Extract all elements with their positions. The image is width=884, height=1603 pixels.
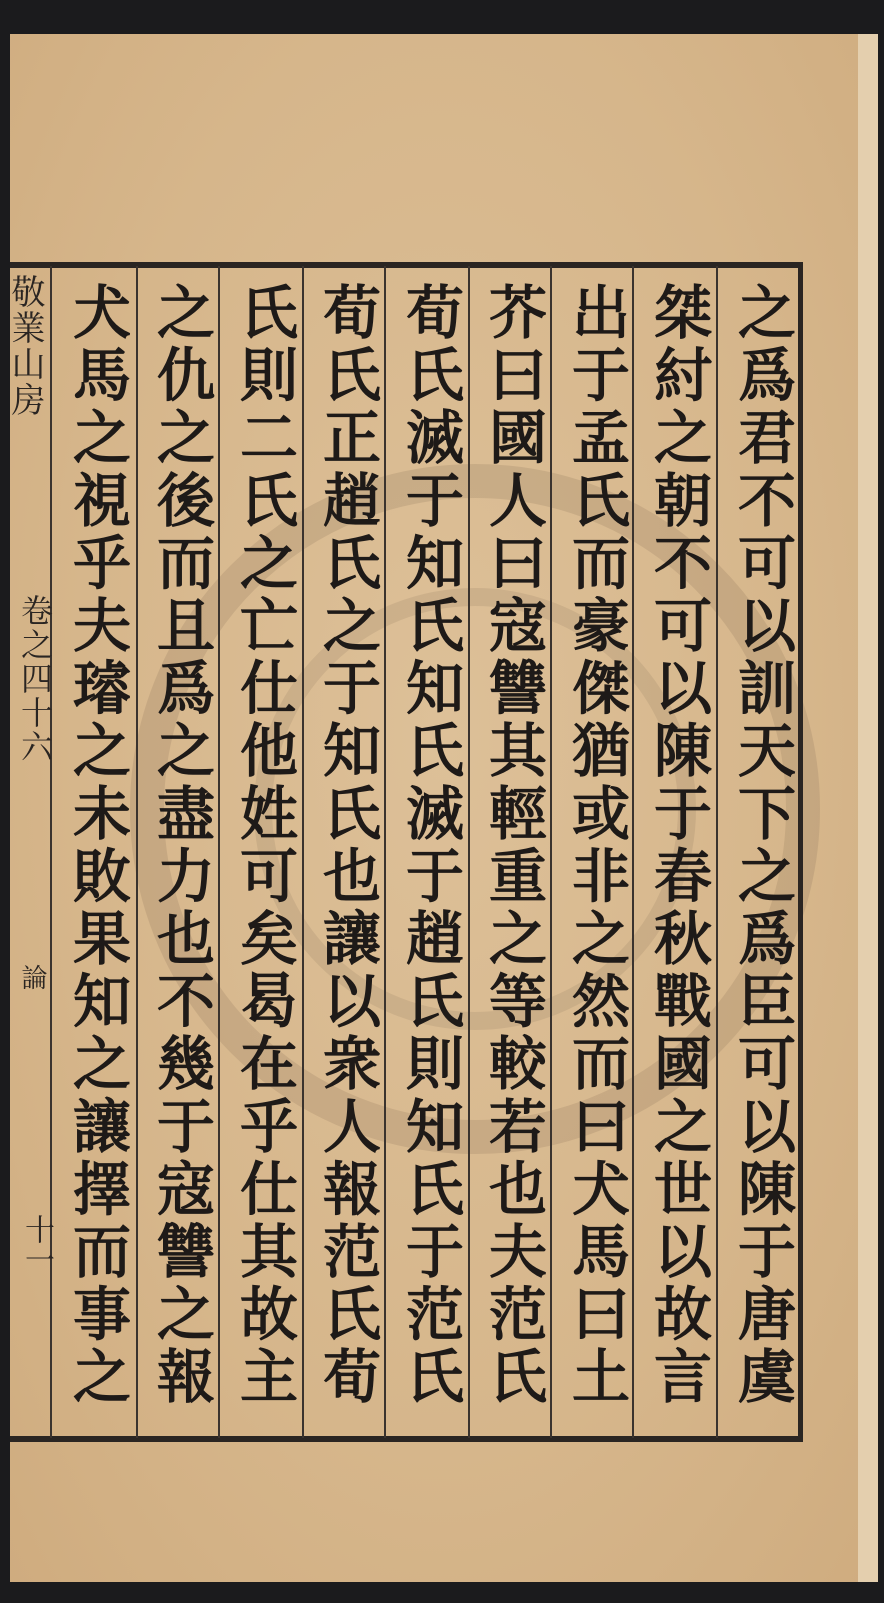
text-column-7: 氏則二氏之亡仕他姓可矣曷在乎仕其故主: [230, 282, 298, 1409]
margin-title: 敬業山房: [5, 274, 45, 418]
margin-page-number: 十一: [19, 1214, 54, 1274]
frame-bottom-border: [10, 1436, 802, 1442]
text-column-1: 之爲君不可以訓天下之爲臣可以陳于唐虞: [728, 282, 796, 1409]
frame-right-border: [798, 262, 803, 1442]
column-rule: [716, 266, 718, 1438]
column-rule: [468, 266, 470, 1438]
column-rule: [550, 266, 552, 1438]
margin-volume: 卷之四十六: [16, 594, 54, 764]
text-column-5: 荀氏滅于知氏知氏滅于趙氏則知氏于范氏: [396, 282, 464, 1409]
block-heart-margin: [5, 274, 54, 1434]
column-rule: [384, 266, 386, 1438]
text-column-8: 之仇之後而且爲之盡力也不幾于寇讐之報: [147, 282, 215, 1409]
column-rule: [136, 266, 138, 1438]
book-page: [5, 34, 874, 1582]
page-edge: [858, 34, 878, 1582]
text-column-9: 犬馬之視乎夫璿之未敗果知之讓擇而事之: [63, 282, 131, 1409]
frame-top-border: [10, 262, 802, 268]
text-column-2: 桀紂之朝不可以陳于春秋戰國之世以故言: [644, 282, 712, 1409]
text-column-6: 荀氏正趙氏之于知氏也讓以衆人報范氏荀: [313, 282, 381, 1409]
column-rule: [632, 266, 634, 1438]
column-rule: [302, 266, 304, 1438]
margin-section: 論: [17, 964, 47, 990]
column-rule: [218, 266, 220, 1438]
text-column-3: 出于孟氏而豪傑猶或非之然而曰犬馬曰土: [562, 282, 630, 1409]
text-column-4: 芥曰國人曰寇讐其輕重之等較若也夫范氏: [479, 282, 547, 1409]
